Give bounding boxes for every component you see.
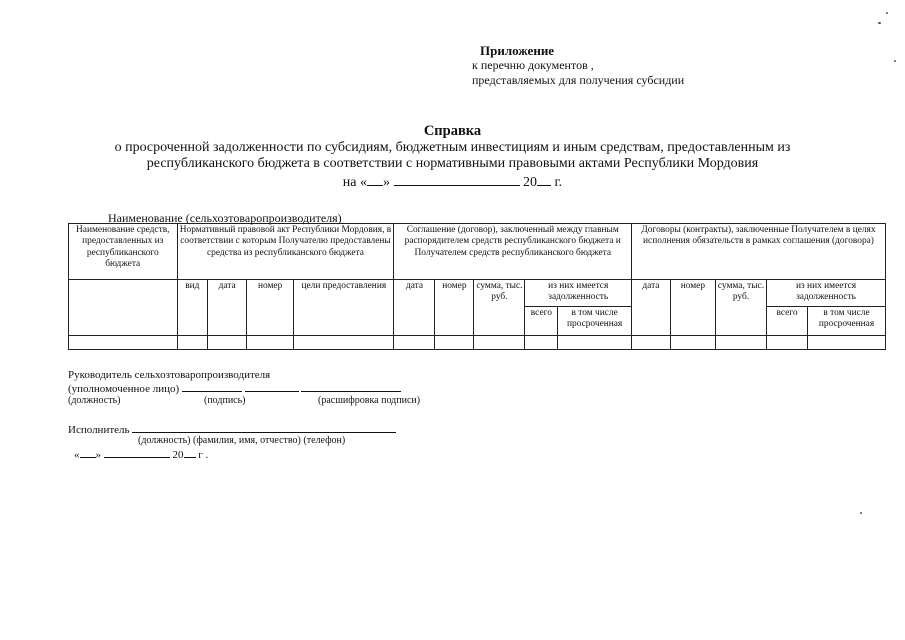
scan-dot (860, 512, 862, 514)
document-subtitle-line-2: республиканского бюджета в соответствии с нормативными правовыми актами Республики Мордовия (146, 156, 759, 171)
cell-name[interactable] (69, 336, 178, 350)
exec-date-year: 20 (172, 449, 184, 461)
cell-act-number[interactable] (247, 336, 294, 350)
scan-dot (886, 12, 888, 14)
date-suffix: г. (554, 175, 563, 190)
con-debt-header: из них имеется задолженность (767, 280, 886, 307)
executor-blank (132, 423, 396, 433)
head-subtitle (68, 382, 401, 395)
exec-month-blank (104, 448, 170, 458)
agr-col-date: дата (394, 280, 435, 336)
table-row (69, 336, 886, 350)
date-year-blank (537, 173, 551, 186)
date-day-blank (367, 173, 383, 186)
cell-act-date[interactable] (208, 336, 247, 350)
document-date-line (0, 173, 905, 191)
head-subtitle-text: (уполномоченное лицо) (68, 383, 180, 395)
agr-debt-header: из них имеется задолженность (525, 280, 631, 307)
appendix-line-2: представляемых для получения субсидии (472, 73, 685, 87)
cell-act-type[interactable] (177, 336, 208, 350)
con-debt-overdue: в том числе просроченная (808, 307, 886, 336)
cell-con-debt-overdue[interactable] (808, 336, 886, 350)
scan-dot (878, 22, 881, 24)
exec-date-close: » (95, 449, 101, 461)
position-label: (должность) (68, 395, 121, 406)
act-group-header: Нормативный правовой акт Республики Мордовия, в соответствии с которым Получателю предоставлены средства из республиканского бюджета (177, 224, 394, 280)
date-month-blank (394, 173, 520, 186)
con-debt-total: всего (767, 307, 808, 336)
cell-con-sum[interactable] (715, 336, 766, 350)
head-title: Руководитель сельхозтоваропроизводителя (68, 369, 271, 381)
con-col-sum: сумма, тыс. руб. (715, 280, 766, 336)
agr-debt-overdue: в том числе просроченная (558, 307, 632, 336)
cell-agr-debt-overdue[interactable] (558, 336, 632, 350)
name-column-body (69, 280, 178, 336)
document-title: Справка (423, 123, 482, 139)
act-col-purpose: цели предоставления (294, 280, 394, 336)
exec-year-blank (184, 448, 196, 458)
contracts-group-header: Договоры (контракты), заключенные Получателем в целях исполнения обязательств в рамках соглашения (договора) (631, 224, 885, 280)
scan-dot (894, 60, 896, 62)
date-year: 20 (523, 175, 538, 190)
executor-fields: (должность) (фамилия, имя, отчество) (телефон) (138, 435, 346, 446)
cell-agr-sum[interactable] (474, 336, 525, 350)
cell-agr-number[interactable] (435, 336, 474, 350)
name-column-header: Наименование средств, предоставленных из республиканского бюджета (69, 224, 178, 280)
agr-col-number: номер (435, 280, 474, 336)
con-col-date: дата (631, 280, 670, 336)
cell-con-date[interactable] (631, 336, 670, 350)
executor-label: Исполнитель (68, 424, 130, 436)
cell-act-purpose[interactable] (294, 336, 394, 350)
agr-debt-total: всего (525, 307, 558, 336)
cell-con-number[interactable] (670, 336, 715, 350)
appendix-line-1: к перечню документов , (472, 58, 594, 72)
agreement-group-header: Соглашение (договор), заключенный между главным распорядителем средств республиканского бюджета и Получателем средств республиканского бюджета (394, 224, 631, 280)
producer-name-label: Наименование (сельхозтоваропроизводителя) (108, 211, 342, 225)
agr-col-sum: сумма, тыс. руб. (474, 280, 525, 336)
decode-blank (301, 382, 401, 392)
signature-label: (подпись) (204, 395, 246, 406)
document-subtitle-line-1: о просроченной задолженности по субсидиям, бюджетным инвестициям и иным средствам, предоставленным из (114, 140, 791, 155)
date-mid: » (383, 175, 391, 190)
act-col-date: дата (208, 280, 247, 336)
signature-blank (245, 382, 299, 392)
con-col-number: номер (670, 280, 715, 336)
act-col-type: вид (177, 280, 208, 336)
executor-date (74, 448, 208, 461)
appendix-title: Приложение (480, 43, 555, 58)
debt-table (68, 223, 886, 350)
position-blank (182, 382, 242, 392)
cell-agr-date[interactable] (394, 336, 435, 350)
date-prefix: на « (342, 175, 368, 190)
cell-agr-debt-total[interactable] (525, 336, 558, 350)
exec-date-suffix: г . (198, 449, 209, 461)
exec-day-blank (80, 448, 96, 458)
act-col-number: номер (247, 280, 294, 336)
decode-label: (расшифровка подписи) (318, 395, 421, 406)
cell-con-debt-total[interactable] (767, 336, 808, 350)
exec-date-open: « (74, 449, 80, 461)
